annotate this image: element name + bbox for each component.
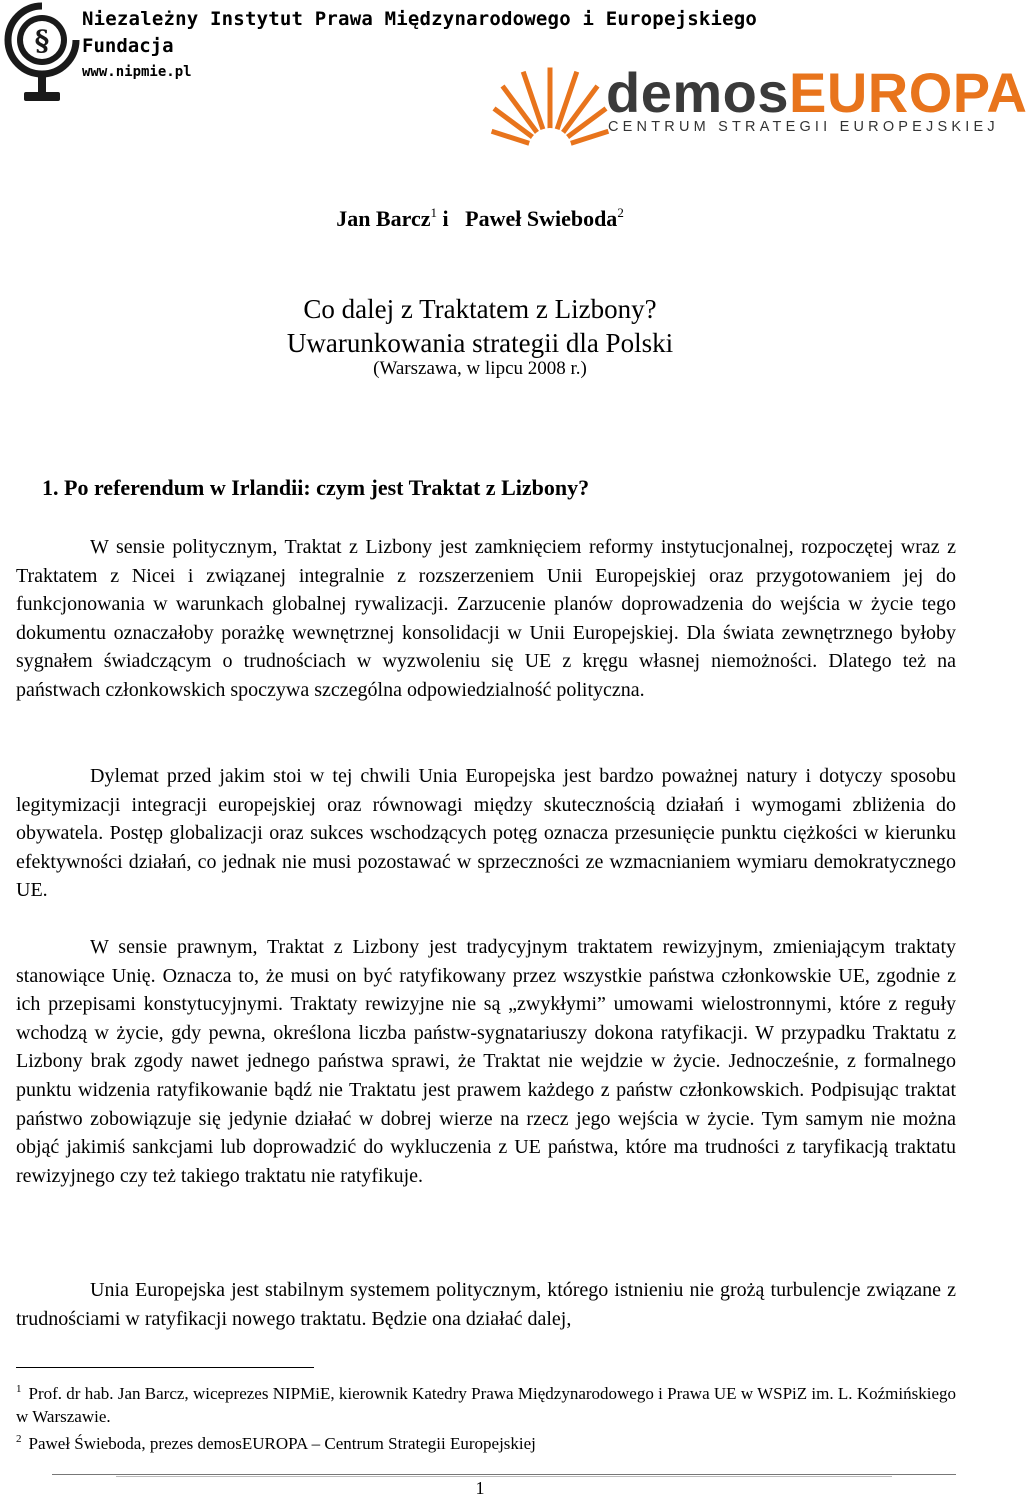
author-2: Paweł Swieboda [465,206,618,231]
document-title [0,292,960,360]
paragraph-2 [16,762,956,905]
footnote-2 [16,1428,956,1455]
section-heading: 1. Po referendum w Irlandii: czym jest Traktat z Lizbony? [42,475,590,500]
footnote-text: Paweł Świeboda, prezes demosEUROPA – Centrum Strategii Europejskiej [28,1434,536,1453]
demos-word-dark: demos [606,61,789,124]
paragraph-1 [16,533,956,705]
footnotes [16,1378,956,1455]
paragraph-text: Unia Europejska jest stabilnym systemem politycznym, którego istnieniu nie grożą turbulencje związane z trudnościami w ratyfikacji nowego traktatu. Będzie ona działać dalej, [16,1279,956,1330]
author-1: Jan Barcz [336,206,431,231]
page-number: 1 [475,1478,485,1498]
demoseuropa-tagline: CENTRUM STRATEGII EUROPEJSKIEJ [608,119,999,135]
title-line-1: Co dalej z Traktatem z Lizbony? [303,294,657,324]
institute-name: Niezależny Instytut Prawa Międzynarodowego i Europejskiego [82,8,758,30]
paragraph-text: W sensie politycznym, Traktat z Lizbony jest zamknięciem reformy instytucjonalnej, rozpoczętej wraz z Traktatem z Nicei i związanej integralnie z rozszerzeniem Unii Europejskiej oraz przygotowaniem jej do funkcjonowania w warunkach globalnej rywalizacji. Zarzucenie planów doprowadzenia do wejścia w życie tego dokumentu oznaczałoby porażkę wewnętrznej konsolidacji w Unii Europejskiej. Dla świata zewnętrznego byłoby sygnałem świadczącym o trudnościach w wyzwoleniu się UE z kręgu własnej niemożności. Dlatego też na państwach członkowskich spoczywa szczególna odpowiedzialność polityczna. [16,536,956,701]
title-line-2: Uwarunkowania strategii dla Polski [286,328,674,358]
demoseuropa-sun-icon [494,66,606,150]
footnote-separator [16,1367,314,1368]
svg-text:§: § [34,24,50,57]
footnote-text: Prof. dr hab. Jan Barcz, wiceprezes NIPMiE, kierownik Katedry Prawa Międzynarodowego i Prawa UE w WSPiZ im. L. Koźmińskiego w Warszawie. [16,1384,956,1426]
institute-subtitle: Fundacja [82,35,174,57]
paragraph-text: W sensie prawnym, Traktat z Lizbony jest tradycyjnym traktatem rewizyjnym, zmieniającym traktaty stanowiące Unię. Oznacza to, że musi on być ratyfikowany przez wszystkie państwa członkowskie UE, zgodnie z ich przepisami konstytucyjnymi. Traktaty rewizyjne nie są „zwykłymi” umowami wielostronnymi, które z reguły wchodzą w życie, gdy pewna, określona liczba państw-sygnatariuszy dokona ratyfikacji. W przypadku Traktatu z Lizbony brak zgody nawet jednego państwa sprawi, że Traktat nie wejdzie w życie. Jednocześnie, z formalnego punktu widzenia ratyfikowanie bądź nie Traktatu jest prawem każdego z państw członkowskich. Podpisując traktat państwo zobowiązuje się jedynie działać w dobrej wierze na rzecz jego wejścia w życie. Tym samym nie można objąć jakimiś sankcjami lub doprowadzić do wykluczenia z UE państwa, które ma trudności z taryfikacją traktatu rewizyjnego czy też takiego traktatu nie ratyfikuje. [16,936,956,1187]
footnote-mark: 2 [16,1433,22,1445]
footnote-ref-2[interactable]: 2 [617,205,624,220]
demoseuropa-wordmark [606,58,1027,128]
institute-url[interactable]: www.nipmie.pl [82,64,192,80]
footnote-mark: 1 [16,1383,22,1395]
footer-rule [52,1474,956,1475]
paragraph-text: Dylemat przed jakim stoi w tej chwili Unia Europejska jest bardzo poważnej natury i dotyczy sposobu legitymizacji integracji europejskiej oraz równowagi między skutecznością działań i wymogami zbliżenia do obywatela. Postęp globalizacji oraz sukces wschodzących potęg oznacza przesunięcie punktu ciężkości w kierunku efektywności działań, co jednak nie musi pozostawać w sprzeczności ze wzmacnianiem wymiaru demokratycznego UE. [16,765,956,902]
author-joiner: i [442,206,449,231]
footnote-ref-1[interactable]: 1 [430,205,437,220]
demoseuropa-logo [494,61,1027,150]
document-subtitle: (Warszawa, w lipcu 2008 r.) [373,358,587,379]
authors-line [0,205,960,232]
demos-word-orange: EUROPA [789,61,1027,124]
paragraph-3 [16,933,956,1190]
footnote-1 [16,1378,956,1428]
footer-rule-inner [116,1476,892,1477]
nipmie-logo-icon [4,2,80,106]
paragraph-4 [16,1276,956,1333]
